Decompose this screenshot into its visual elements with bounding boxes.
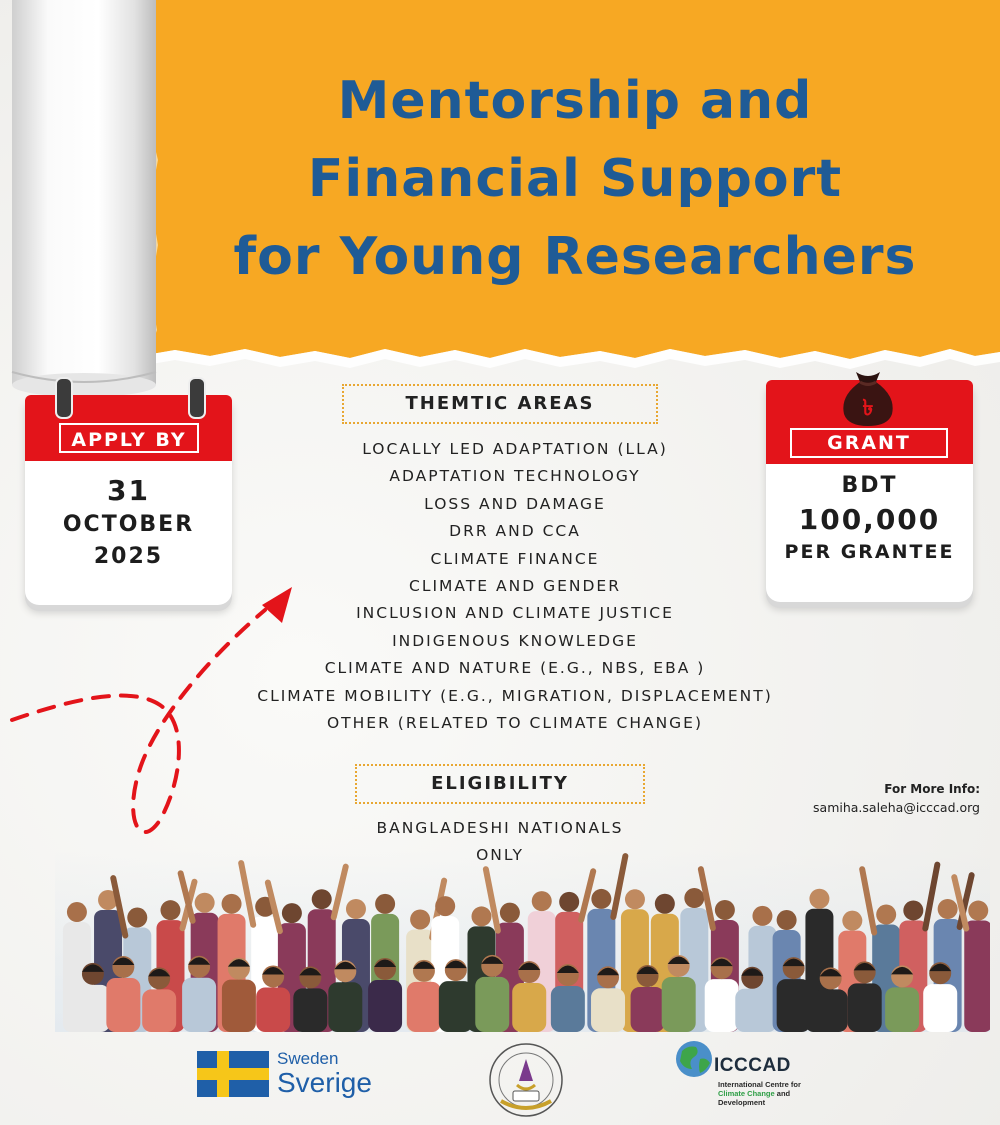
sverige-text: Sverige xyxy=(277,1067,372,1098)
contact-label: For More Info: xyxy=(884,782,980,796)
headline-line-2: Financial Support xyxy=(307,149,843,209)
apply-by-label: APPLY BY xyxy=(59,423,199,453)
person-figure xyxy=(591,988,625,1032)
theme-item: CLIMATE AND GENDER xyxy=(409,577,621,596)
eligibility-title: ELIGIBILITY xyxy=(355,764,645,804)
person-head xyxy=(222,894,242,914)
person-head xyxy=(842,911,862,931)
group-photo xyxy=(55,850,990,1032)
person-head xyxy=(903,900,923,920)
sweden-flag-icon xyxy=(197,1051,269,1097)
person-figure xyxy=(368,980,402,1032)
person-figure xyxy=(848,983,882,1032)
person-head xyxy=(684,888,704,908)
globe-icon xyxy=(674,1039,714,1079)
apply-year: 2025 xyxy=(93,544,164,569)
grant-label: GRANT xyxy=(790,428,948,458)
person-figure xyxy=(407,982,441,1032)
person-figure xyxy=(631,987,665,1032)
icccad-sub-3: and xyxy=(776,1089,791,1098)
person-head xyxy=(655,894,675,914)
person-figure xyxy=(142,989,176,1032)
sweden-text: Sweden xyxy=(277,1049,339,1068)
person-head xyxy=(938,899,958,919)
person-figure xyxy=(551,986,585,1032)
person-figure xyxy=(182,978,216,1032)
person-figure xyxy=(256,987,290,1032)
person-head xyxy=(67,902,87,922)
icccad-sub-1: International Centre for xyxy=(718,1080,801,1089)
person-figure xyxy=(662,977,696,1032)
theme-item: CLIMATE MOBILITY (E.G., MIGRATION, DISPLACEMENT) xyxy=(257,686,773,705)
theme-item: CLIMATE FINANCE xyxy=(430,549,600,568)
footer-logos xyxy=(0,1035,1000,1125)
theme-item: LOSS AND DAMAGE xyxy=(424,494,606,513)
grant-amount: 100,000 xyxy=(798,503,941,536)
person-figure xyxy=(222,980,256,1032)
calendar-ring-icon xyxy=(188,377,206,419)
themes-title: THEMTIC AREAS xyxy=(342,384,658,424)
person-head xyxy=(715,900,735,920)
contact-email-link[interactable]: samiha.saleha@icccad.org xyxy=(813,800,980,815)
person-head xyxy=(312,889,332,909)
icccad-sub-2: Climate Change xyxy=(718,1089,775,1098)
theme-item: ADAPTATION TECHNOLOGY xyxy=(389,467,641,486)
apply-by-date xyxy=(25,473,232,573)
person-head xyxy=(752,906,772,926)
icccad-sub-4: Development xyxy=(718,1098,766,1107)
calendar-card xyxy=(25,395,232,605)
person-figure xyxy=(885,987,919,1032)
person-head xyxy=(346,899,366,919)
person-head xyxy=(375,894,395,914)
person-head xyxy=(160,900,180,920)
person-head xyxy=(435,896,455,916)
person-head xyxy=(876,905,896,925)
person-figure xyxy=(814,989,848,1032)
person-head xyxy=(968,901,988,921)
icccad-logo xyxy=(672,1037,822,1117)
person-head xyxy=(410,909,430,929)
person-figure xyxy=(439,981,473,1032)
moneybag-taka-icon xyxy=(834,362,902,428)
person-head xyxy=(532,891,552,911)
svg-text:৳: ৳ xyxy=(862,396,874,421)
person-head xyxy=(625,889,645,909)
icccad-name: ICCCAD xyxy=(714,1055,791,1076)
person-head xyxy=(282,903,302,923)
theme-item: DRR AND CCA xyxy=(449,522,581,541)
person-figure xyxy=(777,979,811,1032)
themes-list xyxy=(230,436,800,737)
theme-item: LOCALLY LED ADAPTATION (LLA) xyxy=(362,440,668,458)
contact-info xyxy=(795,780,980,818)
person-figure xyxy=(475,977,509,1032)
person-figure xyxy=(512,983,546,1032)
theme-item: CLIMATE AND NATURE (E.G., NBS, EBA ) xyxy=(324,659,706,678)
headline-line-1: Mentorship and xyxy=(337,71,813,131)
apply-month: OCTOBER xyxy=(62,512,195,537)
paper-roll xyxy=(8,0,160,400)
person-figure xyxy=(923,984,957,1032)
grant-currency: BDT xyxy=(841,473,898,498)
dashed-arrow-icon xyxy=(0,575,310,845)
theme-item: OTHER (RELATED TO CLIMATE CHANGE) xyxy=(326,714,704,733)
person-figure xyxy=(76,985,110,1032)
apply-day: 31 xyxy=(107,474,150,507)
person-head xyxy=(195,893,215,913)
person-head xyxy=(809,889,829,909)
theme-item: INCLUSION AND CLIMATE JUSTICE xyxy=(356,604,674,623)
person-figure xyxy=(293,988,327,1032)
headline-line-3: for Young Researchers xyxy=(233,227,917,287)
iub-seal-icon xyxy=(487,1041,565,1119)
person-figure xyxy=(705,979,739,1032)
headline xyxy=(150,62,1000,296)
calendar-ring-icon xyxy=(55,377,73,419)
person-figure xyxy=(735,989,769,1032)
icccad-subtitle xyxy=(718,1080,828,1107)
person-head xyxy=(591,889,611,909)
person-head xyxy=(500,903,520,923)
person-figure xyxy=(964,921,990,1032)
person-head xyxy=(777,910,797,930)
person-head xyxy=(127,908,147,928)
person-head xyxy=(471,906,491,926)
person-figure xyxy=(106,978,140,1032)
theme-item: INDIGENOUS KNOWLEDGE xyxy=(392,631,638,650)
person-head xyxy=(559,892,579,912)
person-figure xyxy=(328,982,362,1032)
eligibility-line-1: BANGLADESHI NATIONALS xyxy=(376,819,624,837)
grant-per: PER GRANTEE xyxy=(784,541,955,563)
sweden-logo xyxy=(197,1049,377,1109)
